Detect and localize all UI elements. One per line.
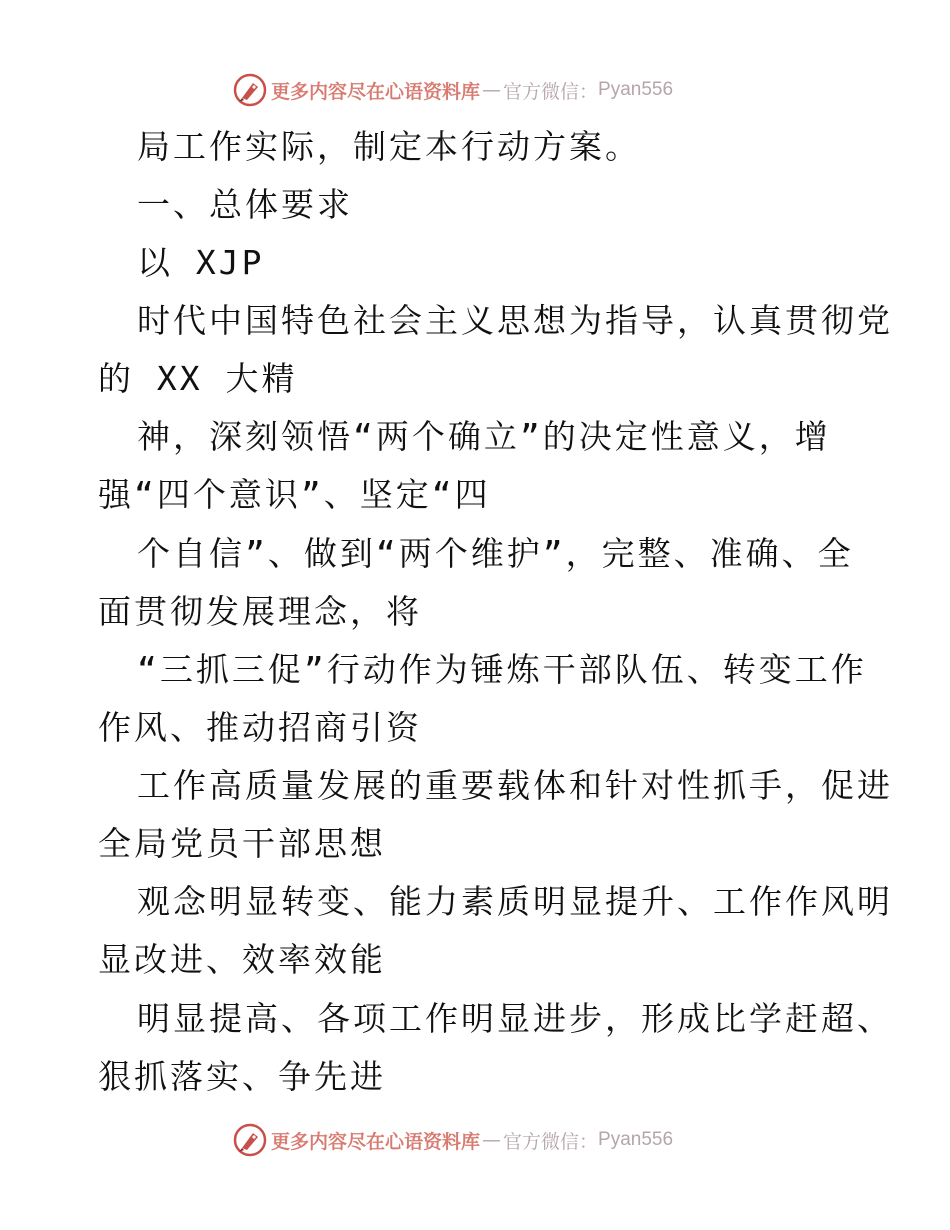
watermark-contact-label: 官方微信： [503, 1130, 599, 1153]
body-line: 明显提高、各项工作明显进步，形成比学赶超、 [137, 999, 893, 1038]
footer-watermark [233, 1122, 673, 1158]
body-line: 强“四个意识”、坚定“四 [98, 475, 491, 514]
body-line: 神，深刻领悟“两个确立”的决定性意义，增 [137, 417, 831, 456]
watermark-dash: — [482, 79, 502, 101]
body-line: 的 XX 大精 [98, 359, 298, 398]
body-line: 局工作实际，制定本行动方案。 [137, 127, 641, 166]
body-line: 个自信”、做到“两个维护”，完整、准确、全 [137, 534, 854, 573]
pen-nib-logo-icon [233, 1123, 267, 1157]
body-line: 观念明显转变、能力素质明显提升、工作作风明 [137, 882, 893, 921]
body-line: 全局党员干部思想 [98, 824, 386, 863]
body-line: 狠抓落实、争先进 [98, 1057, 386, 1096]
pen-nib-logo-icon [233, 73, 267, 107]
watermark-contact-label: 官方微信： [503, 80, 599, 103]
watermark-dash: — [482, 1129, 502, 1151]
body-line: 以 XJP [137, 243, 265, 282]
body-line: 时代中国特色社会主义思想为指导，认真贯彻党 [137, 301, 893, 340]
body-line: 作风、推动招商引资 [98, 708, 422, 747]
body-line: 工作高质量发展的重要载体和针对性抓手，促进 [137, 766, 893, 805]
body-line: 面贯彻发展理念，将 [98, 592, 422, 631]
section-heading: 一、总体要求 [137, 185, 353, 224]
watermark-contact-id: Pyan556 [598, 1129, 674, 1150]
watermark-site-text: 更多内容尽在心语资料库 [271, 1130, 481, 1153]
watermark-contact-id: Pyan556 [598, 79, 674, 100]
header-watermark [233, 72, 673, 108]
body-line: “三抓三促”行动作为锤炼干部队伍、转变工作 [137, 650, 867, 689]
body-line: 显改进、效率效能 [98, 940, 386, 979]
watermark-site-text: 更多内容尽在心语资料库 [271, 80, 481, 103]
